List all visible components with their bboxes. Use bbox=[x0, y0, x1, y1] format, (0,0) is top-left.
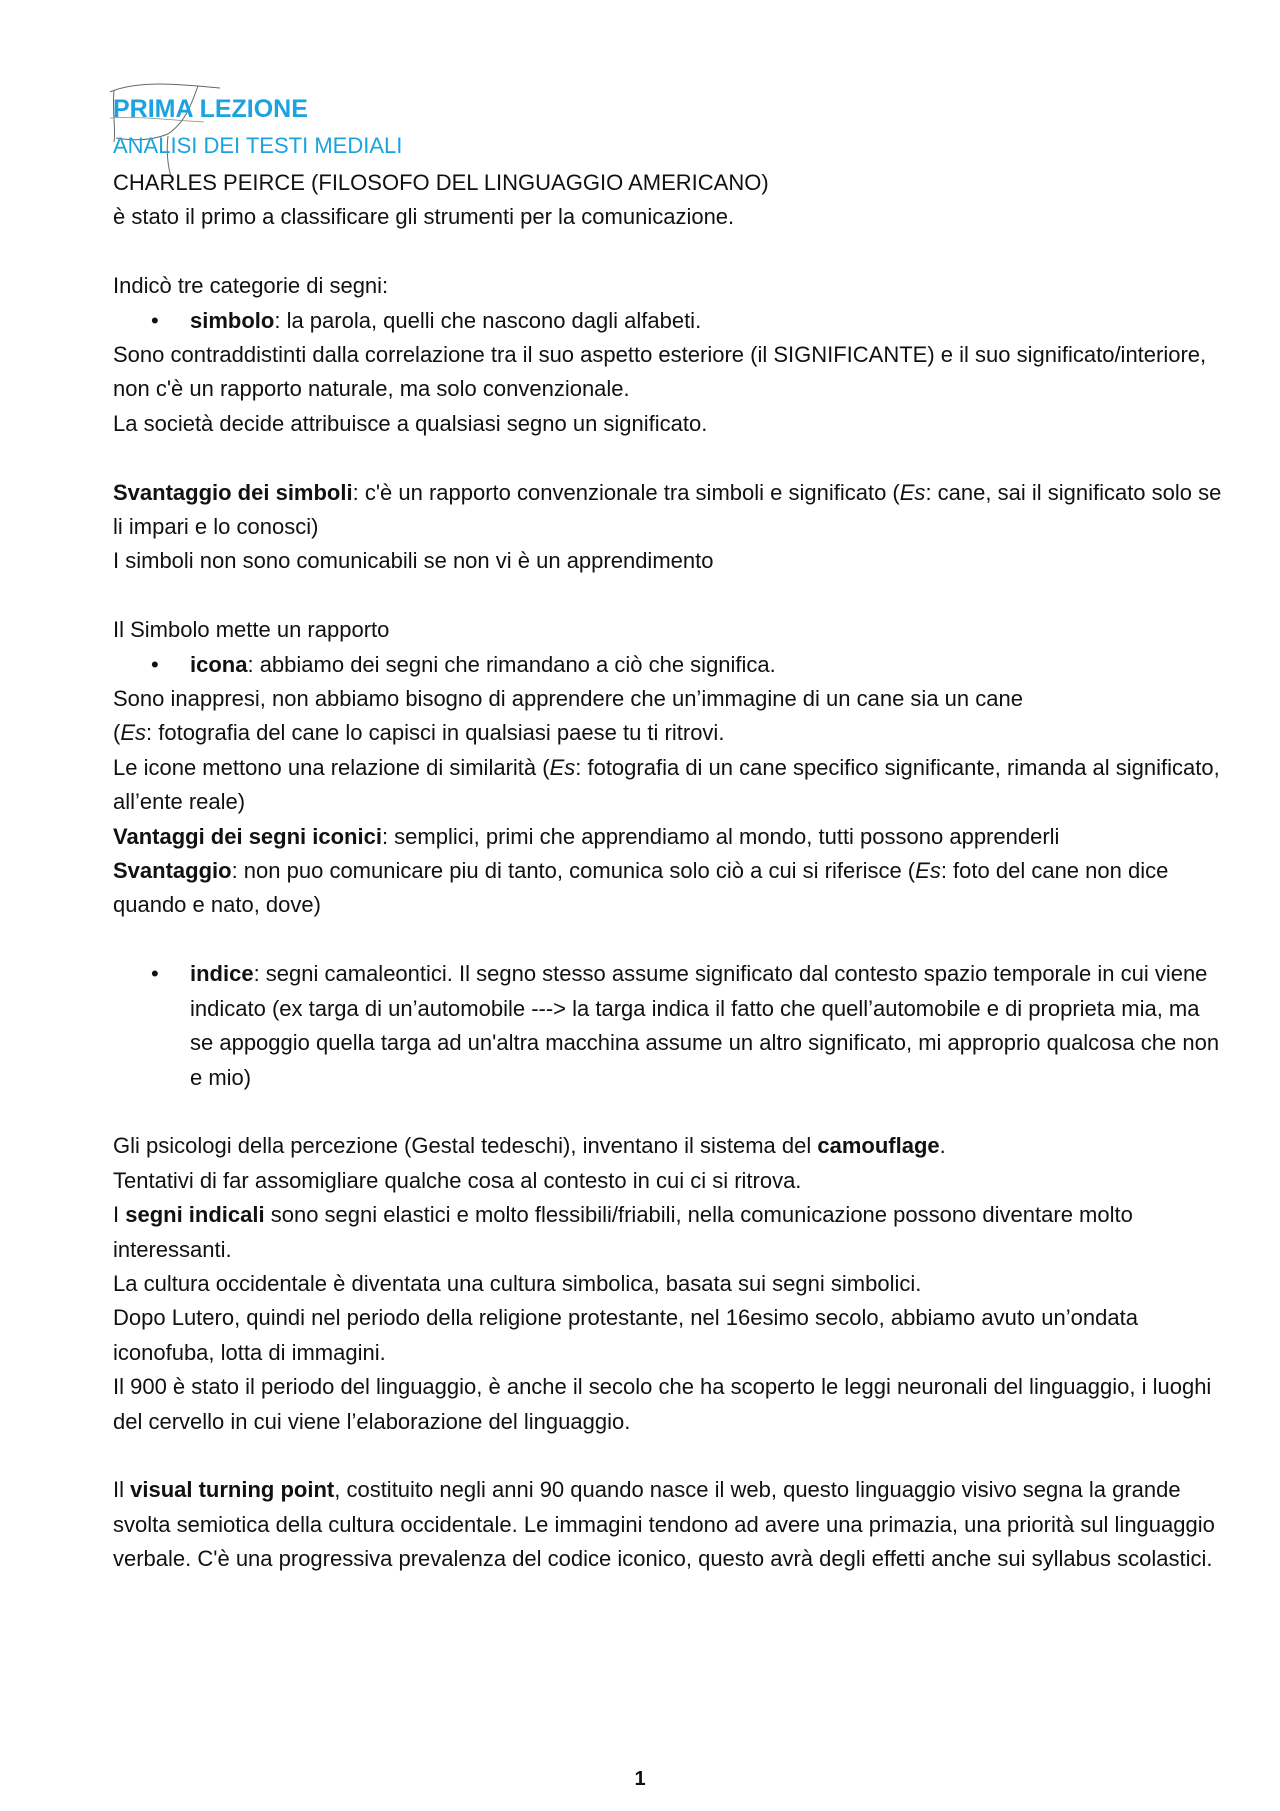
vantaggi-paragraph bbox=[113, 820, 1223, 854]
author-line: CHARLES PEIRCE (FILOSOFO DEL LINGUAGGIO AMERICANO) bbox=[113, 170, 769, 195]
gestalt-b: . bbox=[939, 1133, 946, 1159]
gestalt-paragraph bbox=[113, 1129, 1223, 1163]
blank-line bbox=[113, 1439, 1223, 1473]
simbolo-paragraph-2: La società decide attribuisce a qualsiasi segno un significato. bbox=[113, 410, 708, 436]
novecento-paragraph: Il 900 è stato il periodo del linguaggio, è anche il secolo che ha scoperto le leggi neuronali del linguaggio, i luoghi del cervello in cui viene l’elaborazione del linguaggio. bbox=[113, 1374, 1212, 1434]
simbolo-text: : la parola, quelli che nascono dagli alfabeti. bbox=[274, 307, 702, 333]
document-title: PRIMA LEZIONE bbox=[113, 95, 308, 123]
blank-line bbox=[113, 441, 1223, 475]
bullet-indice bbox=[113, 957, 1223, 1095]
svantaggio-icona-b: : foto del cane non dice quando e nato, dove) bbox=[113, 858, 1169, 918]
segni-indicali-b: sono segni elastici e molto flessibili/friabili, nella comunicazione possono diventare molto interessanti. bbox=[113, 1202, 1133, 1262]
bullet-simbolo bbox=[113, 304, 1223, 338]
es-label: Es bbox=[899, 479, 926, 505]
term-segni-indicali: segni indicali bbox=[125, 1202, 265, 1228]
svantaggio-text-a: : c'è un rapporto convenzionale tra simboli e significato ( bbox=[352, 479, 900, 505]
term-indice: indice bbox=[190, 961, 254, 987]
segni-indicali-a: I bbox=[113, 1202, 126, 1228]
es-label: Es bbox=[120, 720, 147, 746]
blank-line bbox=[113, 235, 1223, 269]
icona-paragraph-3 bbox=[113, 751, 1223, 820]
blank-line bbox=[113, 923, 1223, 957]
svantaggio-simboli-paragraph bbox=[113, 476, 1223, 545]
icona-p3-b: : fotografia di un cane specifico significante, rimanda al significato, all’ente reale) bbox=[113, 754, 1220, 815]
term-visual-turning-point: visual turning point bbox=[130, 1477, 335, 1503]
simbolo-rapporto: Il Simbolo mette un rapporto bbox=[113, 617, 390, 643]
visual-b: , costituito negli anni 90 quando nasce il web, questo linguaggio visivo segna la grande svolta semiotica della cultura occidentale. Le immagini tendono ad avere una primazia, una priorità sul linguaggio verbale. C'è una progressiva prevalenza del codice iconico, questo avrà degli effetti anche sui syllabus scolastici. bbox=[113, 1477, 1215, 1572]
page-number: 1 bbox=[634, 1768, 646, 1790]
term-vantaggi: Vantaggi dei segni iconici bbox=[113, 823, 382, 849]
visual-turning-point-paragraph bbox=[113, 1473, 1223, 1576]
bullet-icon: • bbox=[151, 961, 159, 987]
tentativi-paragraph: Tentativi di far assomigliare qualche cosa al contesto in cui ci si ritrova. bbox=[113, 1167, 802, 1193]
bullet-icon: • bbox=[151, 307, 159, 333]
bullet-icon: • bbox=[151, 651, 159, 677]
term-svantaggio: Svantaggio bbox=[113, 858, 232, 884]
icona-p3-a: Le icone mettono una relazione di similarità ( bbox=[113, 754, 550, 780]
icona-p2-a: ( bbox=[113, 720, 121, 746]
blank-line bbox=[113, 1095, 1223, 1129]
term-svantaggio-simboli: Svantaggio dei simboli bbox=[113, 479, 353, 505]
categories-intro: Indicò tre categorie di segni: bbox=[113, 273, 389, 299]
bullet-icona bbox=[113, 648, 1223, 682]
svantaggio-icona-a: : non puo comunicare piu di tanto, comunica solo ciò a cui si riferisce ( bbox=[231, 858, 916, 884]
icona-p2-b: : fotografia del cane lo capisci in qualsiasi paese tu ti ritrovi. bbox=[146, 720, 725, 746]
segni-indicali-paragraph bbox=[113, 1198, 1223, 1267]
icona-text: : abbiamo dei segni che rimandano a ciò che significa. bbox=[247, 651, 776, 677]
term-camouflage: camouflage bbox=[817, 1133, 940, 1159]
cultura-paragraph: La cultura occidentale è diventata una cultura simbolica, basata sui segni simbolici. bbox=[113, 1270, 922, 1296]
visual-a: Il bbox=[113, 1477, 131, 1503]
svantaggio-icona-paragraph bbox=[113, 854, 1223, 923]
document-subtitle: ANALISI DEI TESTI MEDIALI bbox=[113, 133, 403, 158]
vantaggi-text: : semplici, primi che apprendiamo al mondo, tutti possono apprenderli bbox=[381, 823, 1060, 849]
document-page bbox=[113, 92, 1223, 1577]
svantaggio-text-b: : cane, sai il significato solo se li impari e lo conosci) bbox=[113, 479, 1222, 540]
icona-paragraph-1: Sono inappresi, non abbiamo bisogno di apprendere che un’immagine di un cane sia un cane bbox=[113, 686, 1023, 712]
simbolo-paragraph-1: Sono contraddistinti dalla correlazione tra il suo aspetto esteriore (il SIGNIFICANTE) e il suo significato/interiore, non c'è un rapporto naturale, ma solo convenzionale. bbox=[113, 342, 1207, 402]
intro-paragraph: è stato il primo a classificare gli strumenti per la comunicazione. bbox=[113, 204, 735, 230]
gestalt-a: Gli psicologi della percezione (Gestal tedeschi), inventano il sistema del bbox=[113, 1133, 818, 1159]
svantaggio-simboli-paragraph-2: I simboli non sono comunicabili se non vi è un apprendimento bbox=[113, 548, 714, 574]
term-simbolo: simbolo bbox=[190, 307, 275, 333]
term-icona: icona bbox=[190, 651, 248, 677]
es-label: Es bbox=[915, 858, 941, 884]
lutero-paragraph: Dopo Lutero, quindi nel periodo della religione protestante, nel 16esimo secolo, abbiamo avuto un’ondata iconofuba, lotta di immagini. bbox=[113, 1305, 1138, 1365]
es-label: Es bbox=[549, 754, 576, 780]
indice-text: : segni camaleontici. Il segno stesso assume significato dal contesto spazio temporale in cui viene indicato (ex targa di un’automobile ---> la targa indica il fatto che quell’automobile e di proprieta mia, ma se appoggio quella targa ad un'altra macchina assume un altro significato, mi approprio qualcosa che non e mio) bbox=[190, 961, 1220, 1090]
blank-line bbox=[113, 579, 1223, 613]
icona-paragraph-2 bbox=[113, 716, 1223, 750]
